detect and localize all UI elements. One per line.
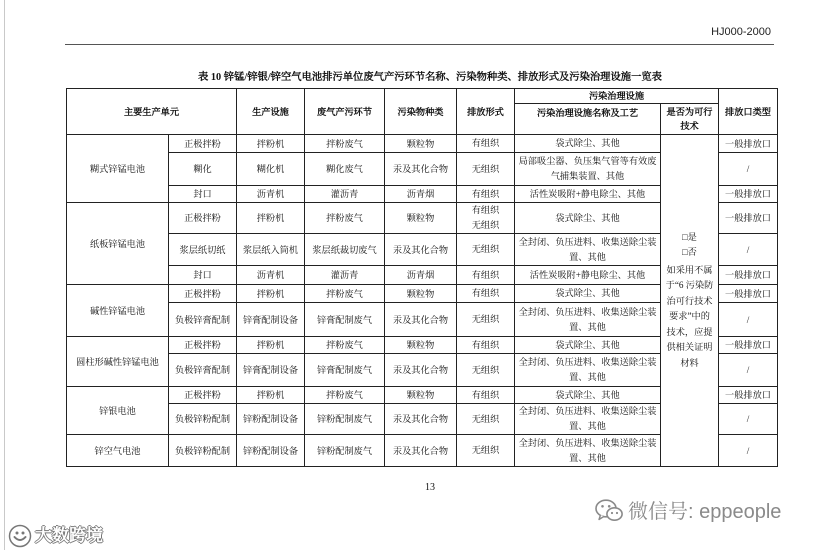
treatment-line: 置、其他 <box>569 421 606 431</box>
doc-code: HJ000-2000 <box>711 26 771 38</box>
facility-cell: 拌粉机 <box>237 203 305 234</box>
treatment-line: 活性炭吸附+静电除尘、其他 <box>529 188 646 199</box>
treatment-cell <box>515 203 661 234</box>
emission-form-cell <box>457 404 515 435</box>
treatment-line: 全封闭、负压进料、收集送除尘装 <box>518 406 657 416</box>
outlet-type-cell: 一般排放口 <box>719 285 778 303</box>
header-main-unit: 主要生产单元 <box>67 89 237 135</box>
feasible-note-line: 要求”中的 <box>669 311 710 322</box>
process-cell: 浆层纸切纸 <box>169 234 237 266</box>
treatment-line: 袋式除尘、其他 <box>555 138 620 148</box>
outlet-type-cell: / <box>719 435 778 467</box>
facility-cell: 糊化机 <box>237 153 305 186</box>
source-cell: 灌沥青 <box>305 186 385 203</box>
source-cell: 锌粉配制废气 <box>305 404 385 435</box>
emission-form-line: 有组织 <box>471 389 500 400</box>
source-cell: 拌粉废气 <box>305 337 385 354</box>
source-cell: 拌粉废气 <box>305 135 385 153</box>
pollutant-cell: 汞及其化合物 <box>385 354 457 387</box>
treatment-line: 全封闭、负压进料、收集送除尘装 <box>518 437 657 448</box>
page-edge <box>4 0 5 550</box>
emission-form-cell <box>457 354 515 387</box>
facility-cell: 锌膏配制设备 <box>237 354 305 387</box>
treatment-cell <box>515 285 661 303</box>
emission-form-cell <box>457 135 515 153</box>
process-cell: 糊化 <box>169 153 237 186</box>
header-rule <box>65 44 774 45</box>
process-cell: 正极拌粉 <box>169 135 237 153</box>
treatment-line: 局部吸尘器、负压集气管等有效废 <box>518 156 657 166</box>
brand-watermark: 大数跨境 <box>35 526 103 545</box>
emission-form-line: 有组织 <box>471 188 500 199</box>
table-caption: 表 10 锌锰/锌银/锌空气电池排污单位废气产污环节名称、污染物种类、排放形式及污染治理设施一览表 <box>198 72 662 83</box>
pollutant-cell: 汞及其化合物 <box>385 435 457 467</box>
feasible-note-line: 于“6 污染防 <box>665 280 714 291</box>
treatment-cell <box>515 135 661 153</box>
header-treatment-group: 污染治理设施 <box>515 89 719 104</box>
source-cell: 浆层纸裁切废气 <box>305 234 385 266</box>
header-feasible <box>661 104 719 135</box>
emission-table <box>66 88 778 467</box>
source-cell: 拌粉废气 <box>305 285 385 303</box>
page-number: 13 <box>425 482 435 493</box>
emission-form-line: 有组织 <box>471 269 500 280</box>
facility-cell: 拌粉机 <box>237 135 305 153</box>
unit-name-cell: 碱性锌锰电池 <box>67 285 169 337</box>
treatment-cell <box>515 435 661 467</box>
outlet-type-cell: / <box>719 303 778 337</box>
outlet-type-cell: 一般排放口 <box>719 135 778 153</box>
treatment-line: 气捕集装置、其他 <box>550 171 625 181</box>
treatment-line: 袋式除尘、其他 <box>555 339 620 350</box>
pollutant-cell: 颗粒物 <box>385 285 457 303</box>
treatment-cell <box>515 153 661 186</box>
treatment-line: 活性炭吸附+静电除尘、其他 <box>529 269 646 280</box>
process-cell: 负极锌膏配制 <box>169 354 237 387</box>
facility-cell: 锌粉配制设备 <box>237 404 305 435</box>
outlet-type-cell: / <box>719 234 778 266</box>
emission-form-line: 无组织 <box>471 314 500 324</box>
outlet-type-cell: 一般排放口 <box>719 387 778 404</box>
header-feasible-line: 技术 <box>680 121 699 131</box>
treatment-cell <box>515 354 661 387</box>
emission-form-line: 无组织 <box>471 244 500 254</box>
source-cell: 糊化废气 <box>305 153 385 186</box>
feasible-note-line: 技术，应提 <box>666 326 713 337</box>
process-cell: 正极拌粉 <box>169 203 237 234</box>
source-cell: 拌粉废气 <box>305 203 385 234</box>
wechat-watermark: 微信号: eppeople <box>628 501 782 523</box>
outlet-type-cell: / <box>719 404 778 435</box>
header-emission-form: 排放形式 <box>457 89 515 135</box>
treatment-line: 袋式除尘、其他 <box>555 288 620 298</box>
emission-form-line: 无组织 <box>471 445 500 455</box>
pollutant-cell: 汞及其化合物 <box>385 153 457 186</box>
pollutant-cell: 颗粒物 <box>385 337 457 354</box>
pollutant-cell: 颗粒物 <box>385 135 457 153</box>
source-cell: 锌膏配制废气 <box>305 354 385 387</box>
feasible-option-yes: □是 <box>682 231 697 242</box>
treatment-cell <box>515 337 661 354</box>
pollutant-cell: 汞及其化合物 <box>385 234 457 266</box>
treatment-line: 全封闭、负压进料、收集送除尘装 <box>518 357 657 367</box>
outlet-type-cell: / <box>719 354 778 387</box>
process-cell: 正极拌粉 <box>169 285 237 303</box>
emission-form-cell <box>457 337 515 354</box>
process-cell: 封口 <box>169 186 237 203</box>
feasible-option-no: □否 <box>682 247 697 258</box>
unit-name-cell: 圆柱形碱性锌锰电池 <box>67 337 169 387</box>
emission-form-cell <box>457 153 515 186</box>
emission-form-cell <box>457 203 515 234</box>
process-cell: 正极拌粉 <box>169 337 237 354</box>
treatment-cell <box>515 303 661 337</box>
treatment-cell <box>515 266 661 285</box>
header-treatment-name: 污染治理设施名称及工艺 <box>515 104 661 135</box>
unit-name-cell: 锌空气电池 <box>67 435 169 467</box>
treatment-line: 置、其他 <box>569 251 606 262</box>
feasible-note-line: 供相关证明 <box>666 342 713 353</box>
source-cell: 锌膏配制废气 <box>305 303 385 337</box>
process-cell: 封口 <box>169 266 237 285</box>
emission-form-cell <box>457 435 515 467</box>
emission-form-line: 无组织 <box>471 220 500 230</box>
header-source: 废气产污环节 <box>305 89 385 135</box>
source-cell: 锌粉配制废气 <box>305 435 385 467</box>
pollutant-cell: 颗粒物 <box>385 203 457 234</box>
facility-cell: 沥青机 <box>237 266 305 285</box>
emission-form-cell <box>457 285 515 303</box>
emission-form-line: 有组织 <box>471 339 500 350</box>
pollutant-cell: 沥青烟 <box>385 266 457 285</box>
facility-cell: 拌粉机 <box>237 387 305 404</box>
emission-form-line: 无组织 <box>471 413 500 424</box>
feasible-note-line: 材料 <box>680 357 699 368</box>
unit-name-cell: 糊式锌锰电池 <box>67 135 169 203</box>
emission-form-cell <box>457 186 515 203</box>
unit-name-cell: 锌银电池 <box>67 387 169 435</box>
treatment-cell <box>515 404 661 435</box>
outlet-type-cell: 一般排放口 <box>719 186 778 203</box>
feasible-note-line: 如采用不属 <box>666 264 713 275</box>
treatment-line: 袋式除尘、其他 <box>555 389 620 400</box>
treatment-line: 袋式除尘、其他 <box>555 212 620 223</box>
outlet-type-cell: 一般排放口 <box>719 337 778 354</box>
treatment-cell <box>515 387 661 404</box>
header-feasible-line: 是否为可行 <box>666 107 713 117</box>
treatment-line: 全封闭、负压进料、收集送除尘装 <box>518 306 657 317</box>
feasible-tech-cell <box>661 135 719 467</box>
header-facility: 生产设施 <box>237 89 305 135</box>
table-row <box>67 135 778 153</box>
process-cell: 负极锌粉配制 <box>169 435 237 467</box>
unit-name-cell: 纸板锌锰电池 <box>67 203 169 285</box>
outlet-type-cell: 一般排放口 <box>719 266 778 285</box>
emission-form-line: 无组织 <box>471 163 500 174</box>
outlet-type-cell: / <box>719 153 778 186</box>
treatment-cell <box>515 234 661 266</box>
header-outlet-type: 排放口类型 <box>719 89 778 135</box>
facility-cell: 拌粉机 <box>237 337 305 354</box>
feasible-note-line: 治可行技术 <box>666 295 713 306</box>
treatment-line: 置、其他 <box>569 452 606 463</box>
pollutant-cell: 颗粒物 <box>385 387 457 404</box>
facility-cell: 拌粉机 <box>237 285 305 303</box>
facility-cell: 锌粉配制设备 <box>237 435 305 467</box>
emission-form-cell <box>457 303 515 337</box>
process-cell: 负极锌膏配制 <box>169 303 237 337</box>
treatment-line: 置、其他 <box>569 372 606 382</box>
pollutant-cell: 汞及其化合物 <box>385 303 457 337</box>
emission-form-line: 有组织 <box>471 138 500 148</box>
wechat-icon <box>595 499 623 523</box>
outlet-type-cell: 一般排放口 <box>719 203 778 234</box>
emission-form-cell <box>457 234 515 266</box>
emission-form-cell <box>457 266 515 285</box>
header-pollutant: 污染物种类 <box>385 89 457 135</box>
facility-cell: 锌膏配制设备 <box>237 303 305 337</box>
emission-form-line: 有组织 <box>471 288 500 298</box>
facility-cell: 浆层纸入筒机 <box>237 234 305 266</box>
source-cell: 拌粉废气 <box>305 387 385 404</box>
treatment-cell <box>515 186 661 203</box>
brand-logo-icon <box>8 524 32 548</box>
emission-form-line: 无组织 <box>471 364 500 375</box>
pollutant-cell: 沥青烟 <box>385 186 457 203</box>
pollutant-cell: 汞及其化合物 <box>385 404 457 435</box>
source-cell: 灌沥青 <box>305 266 385 285</box>
header-row <box>67 89 778 104</box>
process-cell: 正极拌粉 <box>169 387 237 404</box>
emission-form-cell <box>457 387 515 404</box>
process-cell: 负极锌粉配制 <box>169 404 237 435</box>
treatment-line: 置、其他 <box>569 321 606 332</box>
facility-cell: 沥青机 <box>237 186 305 203</box>
treatment-line: 全封闭、负压进料、收集送除尘装 <box>518 236 657 247</box>
emission-form-line: 有组织 <box>471 205 500 215</box>
